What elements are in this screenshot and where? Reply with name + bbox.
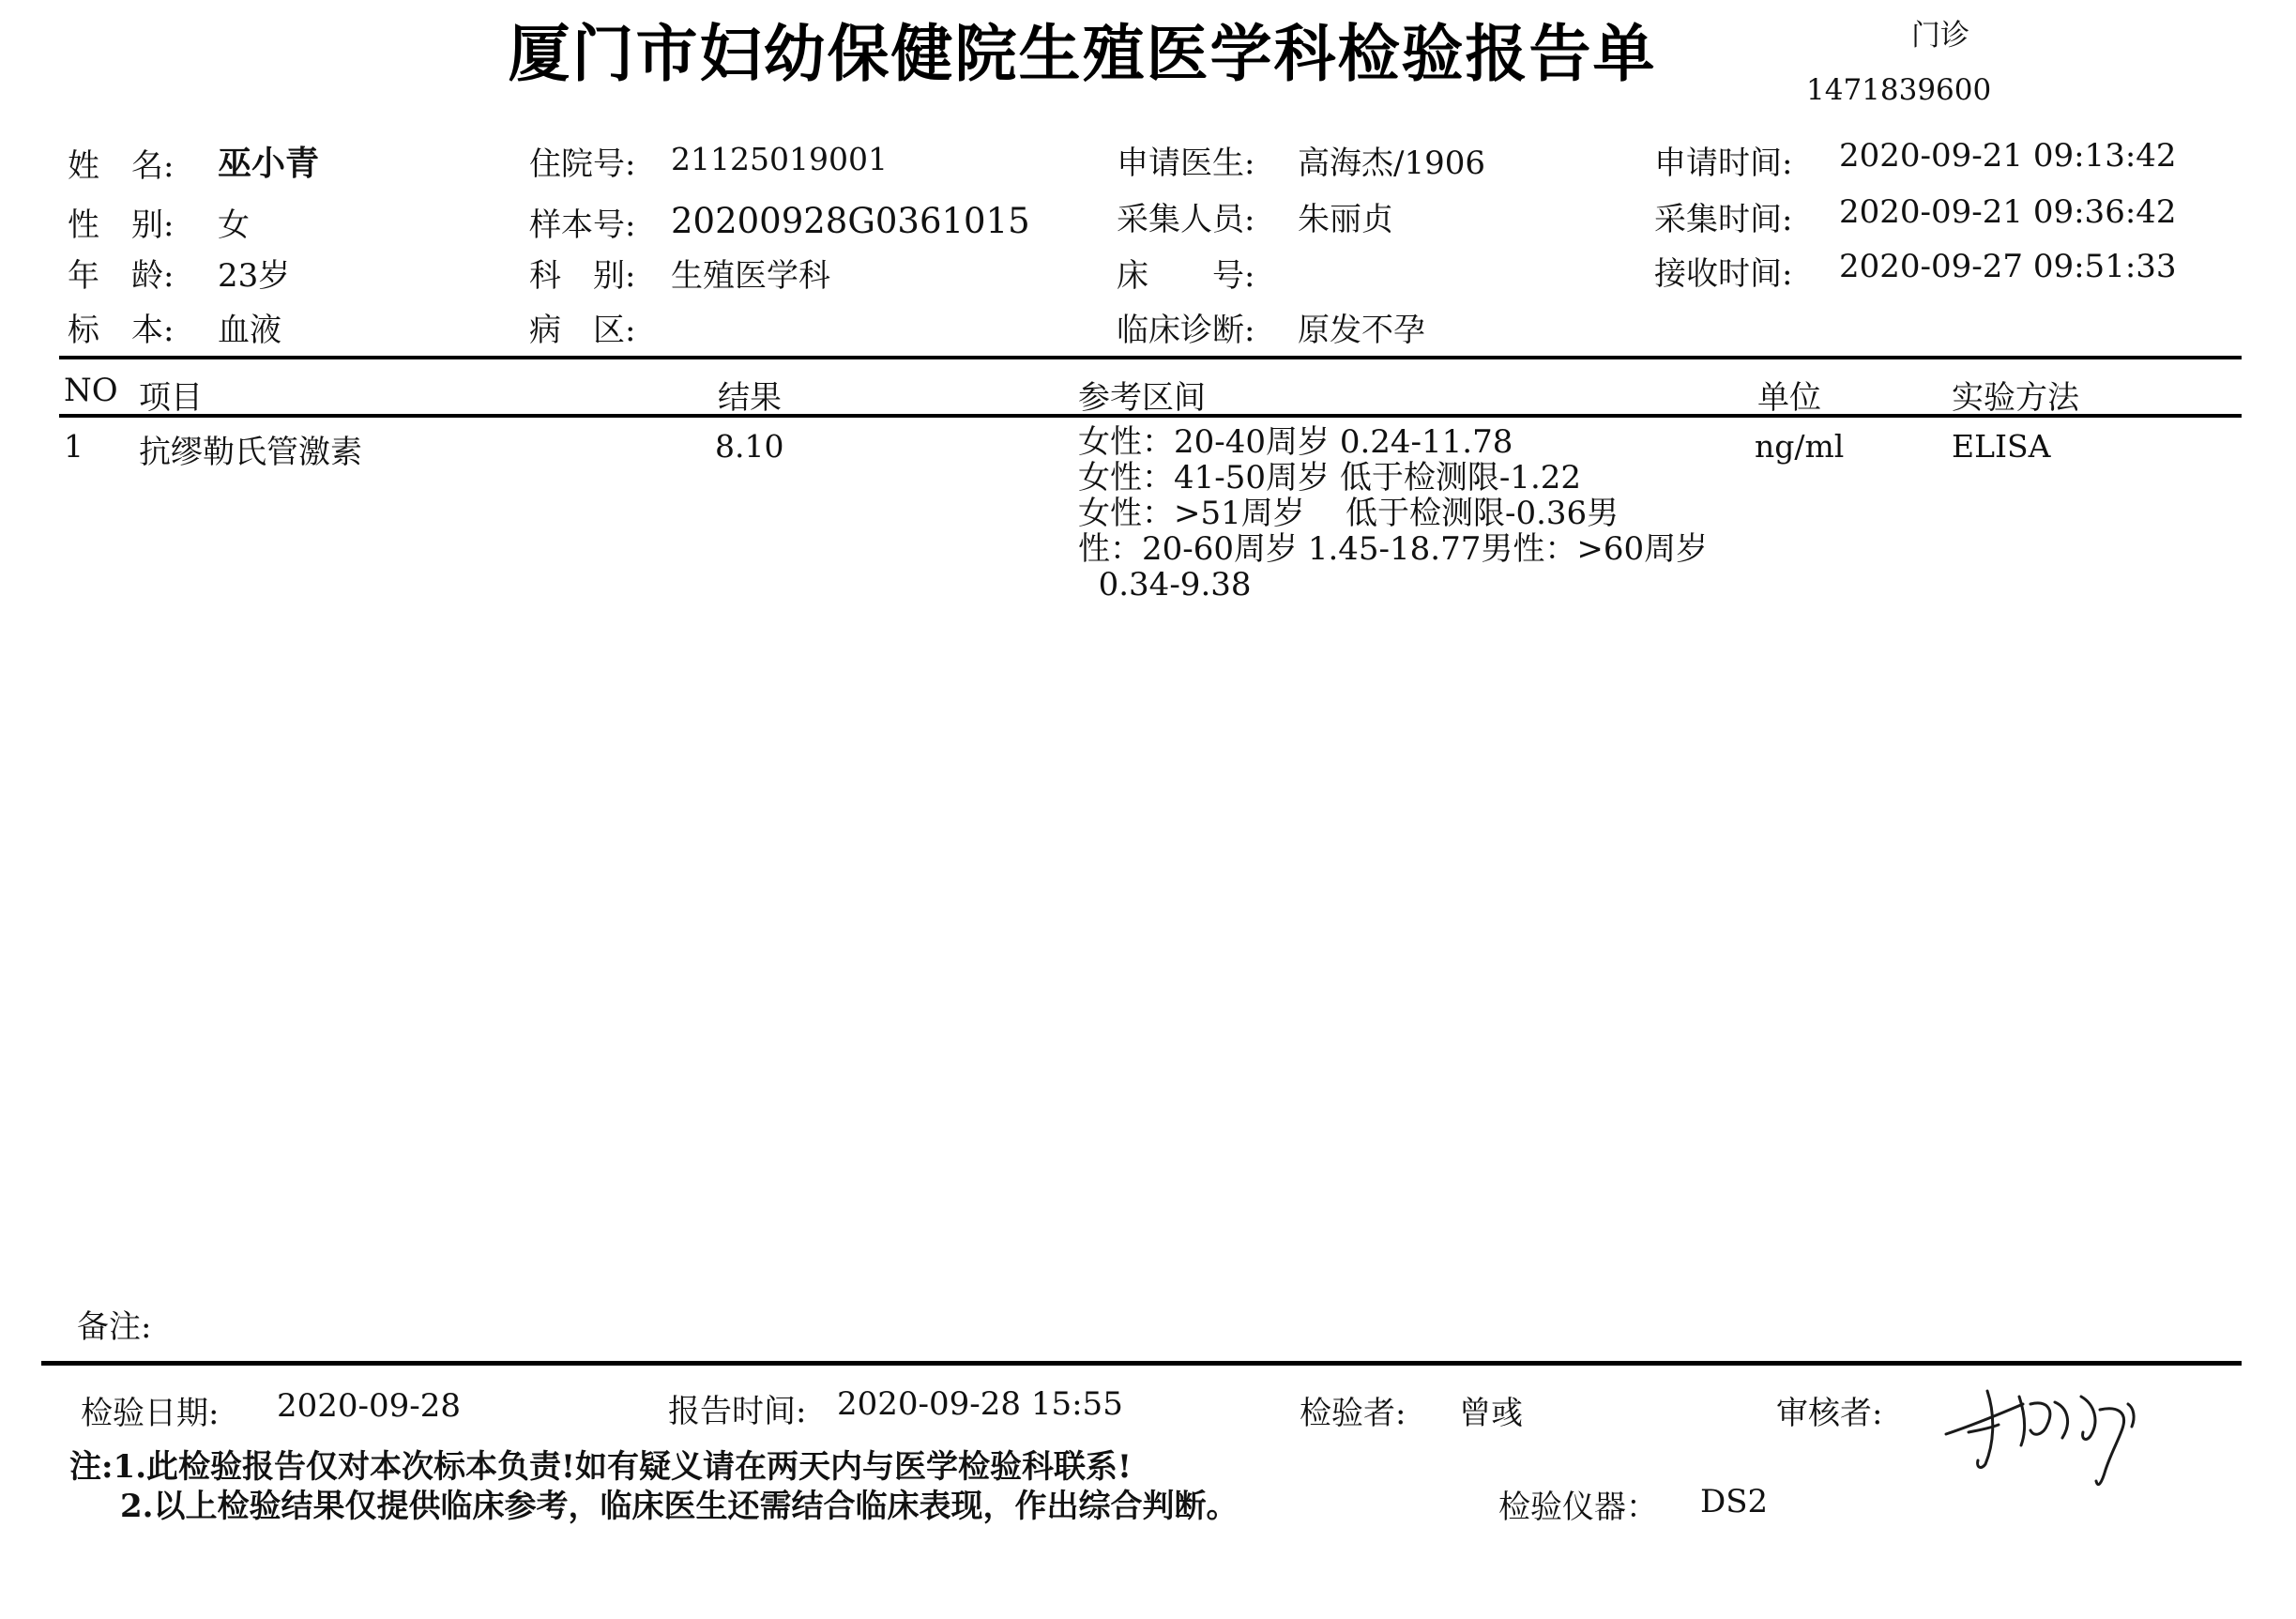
receive-time: 2020-09-27 09:51:33 — [1839, 248, 2177, 285]
reviewer-label: 审核者: — [1776, 1395, 1883, 1432]
note-line-1: 注:1.此检验报告仅对本次标本负责!如有疑义请在两天内与医学检验科联系! — [69, 1448, 1132, 1486]
row-method: ELISA — [1952, 428, 2051, 465]
collect-time: 2020-09-21 09:36:42 — [1839, 193, 2177, 231]
patient-sex: 女 — [218, 206, 250, 244]
specimen-type: 血液 — [218, 312, 281, 349]
clinical-diagnosis: 原发不孕 — [1298, 312, 1425, 349]
ref-line: 女性：20-40周岁 0.24-11.78 — [1078, 423, 1513, 461]
report-time: 2020-09-28 15:55 — [837, 1385, 1123, 1423]
header-top-rule — [59, 356, 2242, 359]
test-date-label: 检验日期: — [81, 1395, 220, 1432]
ref-line: 性：20-60周岁 1.45-18.77男性：>60周岁 — [1078, 530, 1709, 568]
report-time-label: 报告时间: — [668, 1393, 807, 1430]
patient-name: 巫小青 — [218, 145, 320, 183]
row-no: 1 — [64, 428, 84, 465]
visit-type: 门诊 — [1911, 19, 1969, 53]
tester-name: 曾彧 — [1459, 1395, 1523, 1432]
col-header-ref: 参考区间 — [1078, 379, 1206, 417]
requesting-doctor: 高海杰/1906 — [1298, 145, 1485, 182]
diagnosis-label: 临床诊断: — [1117, 312, 1255, 349]
collector-label: 采集人员: — [1117, 201, 1255, 238]
request-time: 2020-09-21 09:13:42 — [1839, 137, 2177, 175]
ref-line: 女性：>51周岁 低于检测限-0.36男 — [1078, 495, 1619, 532]
row-reference-range — [1078, 424, 1708, 603]
sample-label: 样本号: — [529, 206, 636, 244]
admission-label: 住院号: — [529, 145, 636, 183]
reviewer-signature — [1940, 1376, 2166, 1498]
ref-line: 女性：41-50周岁 低于检测限-1.22 — [1078, 459, 1582, 496]
receive-time-label: 接收时间: — [1654, 255, 1793, 293]
remarks-label: 备注: — [77, 1308, 152, 1346]
test-date: 2020-09-28 — [277, 1387, 462, 1425]
footer-rule — [41, 1361, 2242, 1366]
report-title: 厦门市妇幼保健院生殖医学科检验报告单 — [508, 18, 1657, 90]
ref-line: 0.34-9.38 — [1078, 566, 1252, 603]
dept-label: 科 别: — [529, 257, 636, 295]
row-result: 8.10 — [715, 428, 784, 465]
doctor-label: 申请医生: — [1117, 145, 1255, 182]
col-header-method: 实验方法 — [1952, 379, 2079, 417]
department: 生殖医学科 — [671, 257, 830, 295]
note-line-2: 2.以上检验结果仅提供临床参考，临床医生还需结合临床表现，作出综合判断。 — [120, 1488, 1239, 1525]
sex-label: 性 别: — [68, 206, 175, 244]
specimen-label: 标 本: — [68, 312, 175, 349]
age-label: 年 龄: — [68, 257, 175, 295]
sample-number: 20200928G0361015 — [671, 201, 1030, 241]
admission-number: 21125019001 — [671, 141, 888, 177]
report-number: 1471839600 — [1806, 73, 1992, 107]
request-time-label: 申请时间: — [1654, 145, 1793, 182]
col-header-no: NO — [64, 372, 118, 409]
row-unit: ng/ml — [1755, 428, 1845, 465]
col-header-result: 结果 — [718, 379, 782, 417]
tester-label: 检验者: — [1300, 1395, 1406, 1432]
bed-label: 床 号: — [1117, 257, 1255, 295]
row-item: 抗缪勒氏管激素 — [139, 434, 362, 471]
col-header-unit: 单位 — [1757, 379, 1821, 417]
patient-age: 23岁 — [218, 257, 291, 295]
instrument: DS2 — [1700, 1483, 1769, 1520]
collect-time-label: 采集时间: — [1654, 201, 1793, 238]
instrument-label: 检验仪器： — [1498, 1489, 1658, 1526]
collector: 朱丽贞 — [1298, 201, 1393, 238]
name-label: 姓 名: — [68, 147, 175, 185]
ward-label: 病 区: — [529, 312, 636, 349]
col-header-item: 项目 — [139, 379, 203, 417]
